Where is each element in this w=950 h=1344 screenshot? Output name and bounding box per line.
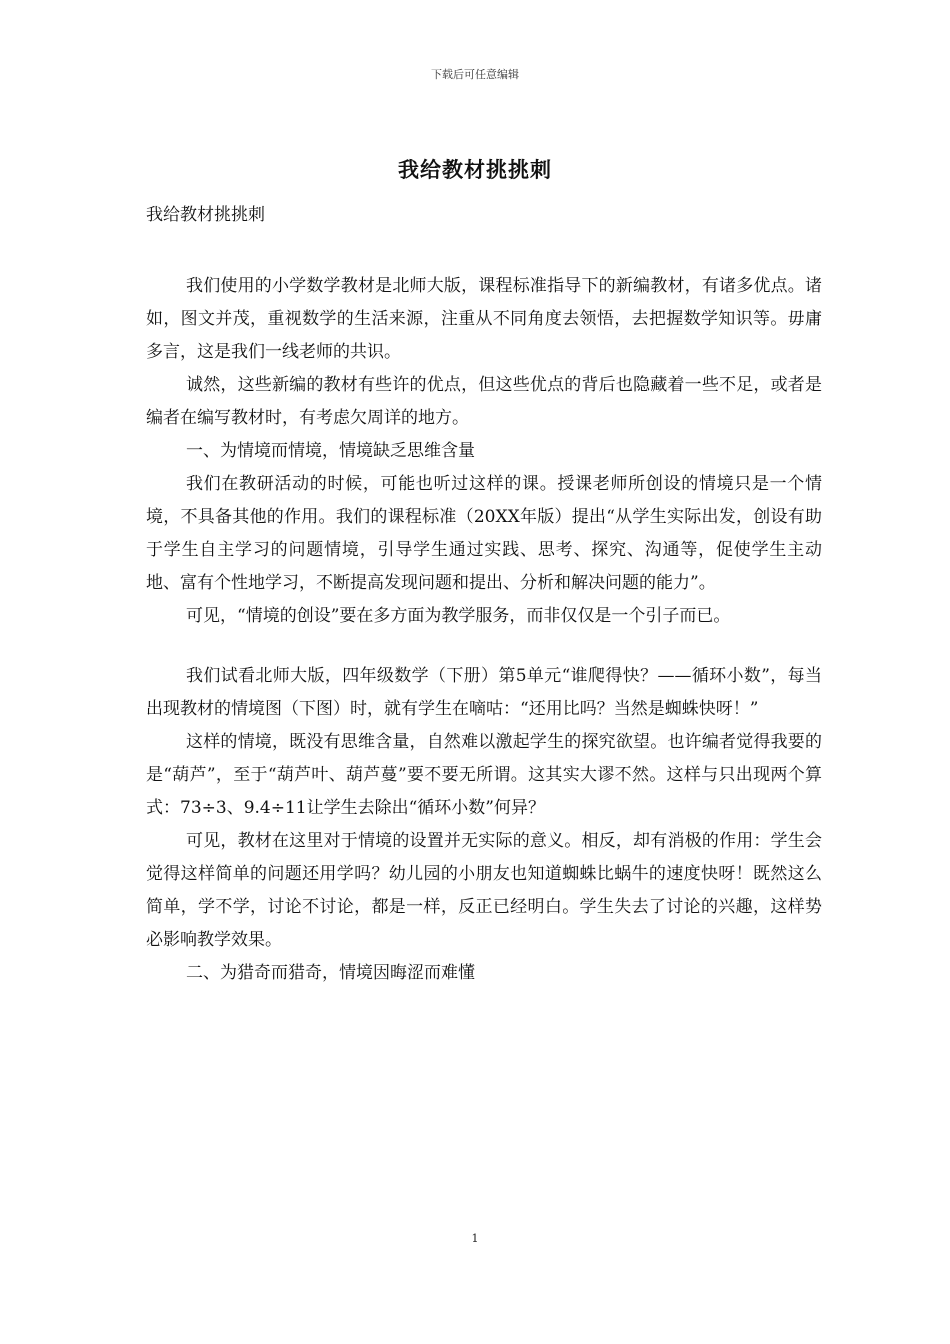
section-heading-1: 一、为情境而情境，情境缺乏思维含量: [186, 441, 475, 461]
paragraph-shortcomings: 诚然，这些新编的教材有些许的优点，但这些优点的背后也隐藏着一些不足，或者是编者在编写教材时，有考虑欠周详的地方。: [146, 375, 822, 428]
document-subtitle: 我给教材挑挑刺: [146, 205, 265, 225]
paragraph-curriculum-standard: 我们在教研活动的时候，可能也听过这样的课。授课老师所创设的情境只是一个情境，不具备其他的作用。我们的课程标准（20XX年版）提出“从学生实际出发，创设有助于学生自主学习的问题情境，引导学生通过实践、思考、探究、沟通等，促使学生主动地、富有个性地学习，不断提高发现问题和提出、分析和解决问题的能力”。: [146, 474, 822, 593]
paragraph-textbook-example: 我们试看北师大版，四年级数学（下册）第5单元“谁爬得快？——循环小数”，每当出现教材的情境图（下图）时，就有学生在嘀咕：“还用比吗？当然是蜘蛛快呀！”: [146, 666, 822, 719]
paragraph-intro: 我们使用的小学数学教材是北师大版，课程标准指导下的新编教材，有诸多优点。诸如，图文并茂，重视数学的生活来源，注重从不同角度去领悟，去把握数学知识等。毋庸多言，这是我们一线老师的共识。: [146, 276, 822, 362]
section-heading-2: 二、为猎奇而猎奇，情境因晦涩而难懂: [186, 963, 475, 983]
paragraph-conclusion-2: 可见，教材在这里对于情境的设置并无实际的意义。相反，却有消极的作用：学生会觉得这样简单的问题还用学吗？幼儿园的小朋友也知道蜘蛛比蜗牛的速度快呀！既然这么简单，学不学，讨论不讨论，都是一样，反正已经明白。学生失去了讨论的兴趣，这样势必影响教学效果。: [146, 831, 822, 950]
document-body: [146, 270, 822, 990]
page-number: 1: [471, 1232, 479, 1245]
header-note: 下载后可任意编辑: [431, 68, 519, 81]
document-title: 我给教材挑挑刺: [398, 157, 552, 182]
paragraph-conclusion-1: 可见，“情境的创设”要在多方面为教学服务，而非仅仅是一个引子而已。: [186, 606, 731, 626]
paragraph-analysis: 这样的情境，既没有思维含量，自然难以激起学生的探究欲望。也许编者觉得我要的是“葫芦”，至于“葫芦叶、葫芦蔓”要不要无所谓。这其实大谬不然。这样与只出现两个算式：73÷3、9.4÷11让学生去除出“循环小数”何异？: [146, 732, 822, 818]
